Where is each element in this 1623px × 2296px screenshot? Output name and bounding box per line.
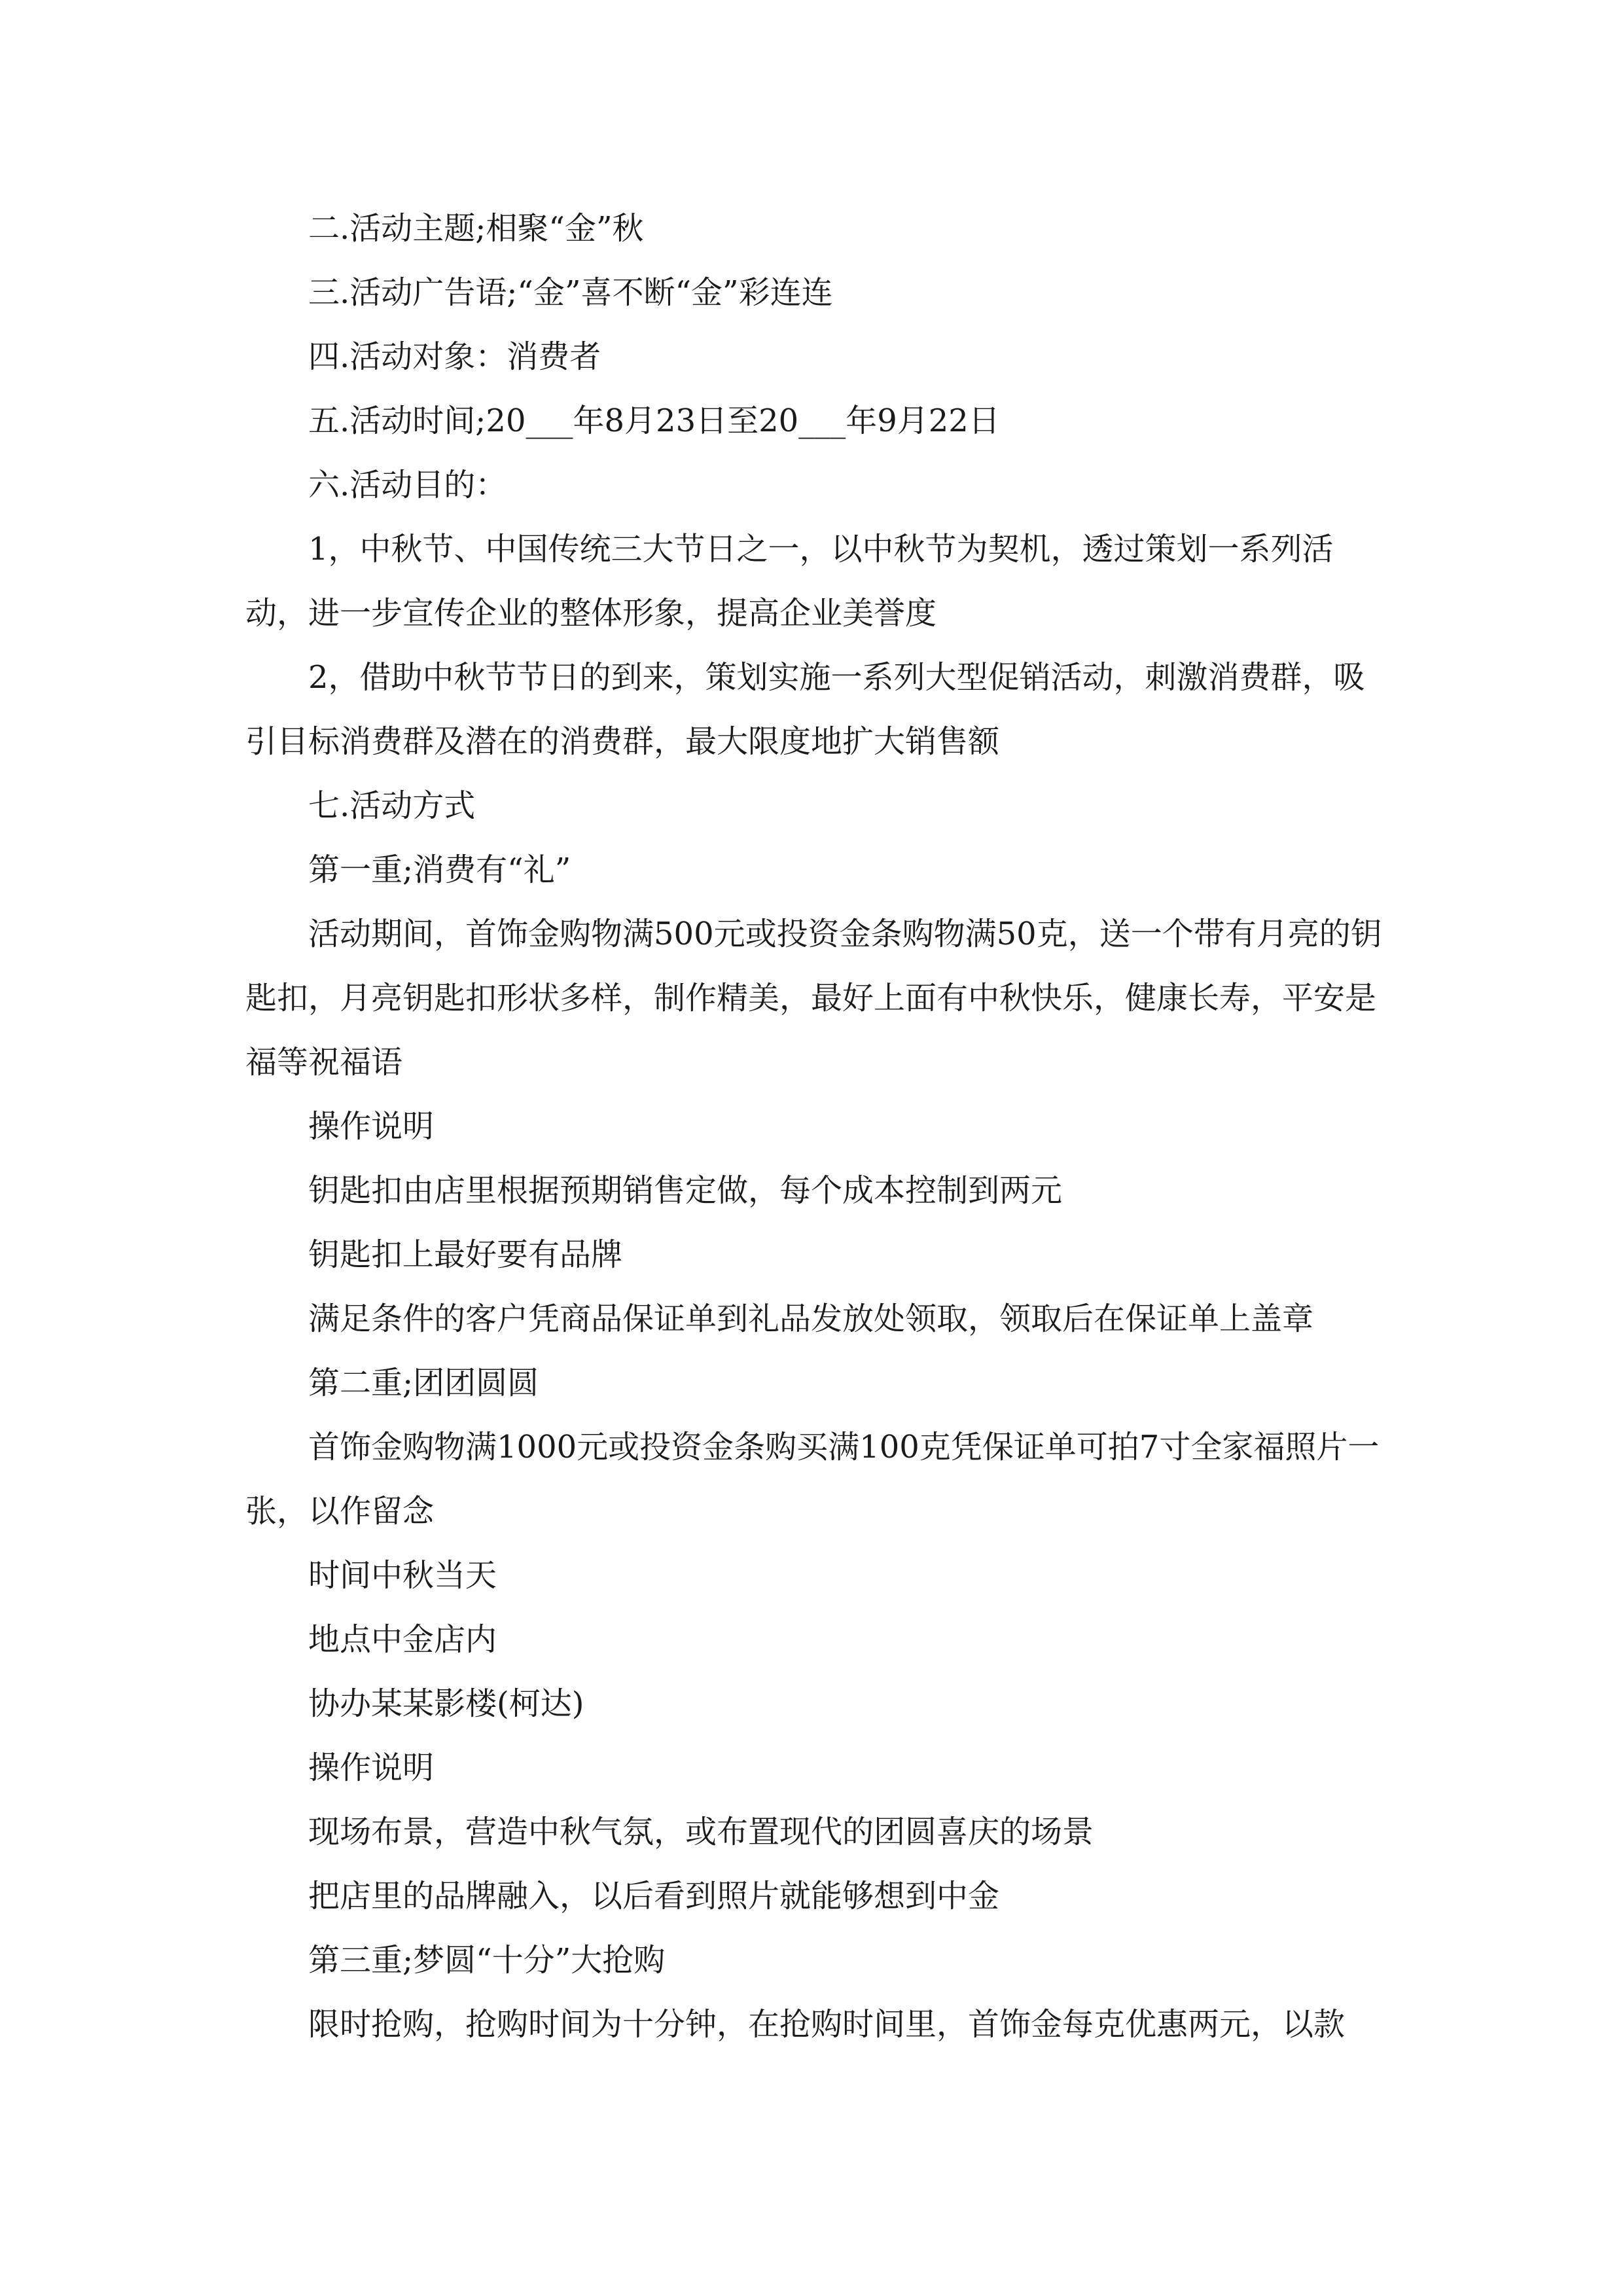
- paragraph-slogan: 三.活动广告语;“金”喜不断“金”彩连连: [308, 274, 833, 311]
- paragraph-purpose-heading: 六.活动目的：: [308, 467, 507, 503]
- paragraph-stage-2-body: 首饰金购物满1000元或投资金条购买满100克凭保证单可拍7寸全家福照片一张，以作留念: [245, 1429, 1380, 1530]
- paragraph-method-heading: 七.活动方式: [308, 787, 476, 824]
- paragraph-stage-3-body: 限时抢购，抢购时间为十分钟，在抢购时间里，首饰金每克优惠两元，以款: [308, 2006, 1346, 2043]
- paragraph-operation-heading-1: 操作说明: [308, 1108, 435, 1145]
- paragraph-operation-1b: 钥匙扣上最好要有品牌: [308, 1236, 623, 1273]
- paragraph-stage-2-cohost: 协办某某影楼(柯达): [308, 1685, 584, 1722]
- paragraph-purpose-1: 1，中秋节、中国传统三大节日之一，以中秋节为契机，透过策划一系列活动，进一步宣传企业的整体形象，提高企业美誉度: [245, 531, 1334, 632]
- paragraph-operation-2b: 把店里的品牌融入，以后看到照片就能够想到中金: [308, 1878, 1000, 1914]
- paragraph-operation-1c: 满足条件的客户凭商品保证单到礼品发放处领取，领取后在保证单上盖章: [308, 1300, 1314, 1337]
- paragraph-stage-1-body: 活动期间，首饰金购物满500元或投资金条购物满50克，送一个带有月亮的钥匙扣，月亮钥匙扣形状多样，制作精美，最好上面有中秋快乐，健康长寿，平安是福等祝福语: [245, 916, 1382, 1081]
- paragraph-stage-2-time: 时间中秋当天: [308, 1557, 497, 1594]
- paragraph-purpose-2: 2，借助中秋节节日的到来，策划实施一系列大型促销活动，刺激消费群，吸引目标消费群及潜在的消费群，最大限度地扩大销售额: [245, 659, 1365, 760]
- paragraph-time: 五.活动时间;20___年8月23日至20___年9月22日: [308, 403, 1000, 439]
- paragraph-stage-3-title: 第三重;梦圆“十分”大抢购: [308, 1942, 666, 1979]
- paragraph-stage-2-place: 地点中金店内: [308, 1621, 497, 1658]
- paragraph-stage-1-title: 第一重;消费有“礼”: [308, 852, 571, 888]
- paragraph-theme: 二.活动主题;相聚“金”秋: [308, 210, 644, 247]
- paragraph-stage-2-title: 第二重;团团圆圆: [308, 1365, 539, 1401]
- paragraph-operation-1a: 钥匙扣由店里根据预期销售定做，每个成本控制到两元: [308, 1172, 1063, 1209]
- paragraph-operation-2a: 现场布景，营造中秋气氛，或布置现代的团圆喜庆的场景: [308, 1814, 1094, 1850]
- document-body: [245, 196, 1391, 2056]
- paragraph-operation-heading-2: 操作说明: [308, 1749, 435, 1786]
- paragraph-audience: 四.活动对象：消费者: [308, 338, 601, 375]
